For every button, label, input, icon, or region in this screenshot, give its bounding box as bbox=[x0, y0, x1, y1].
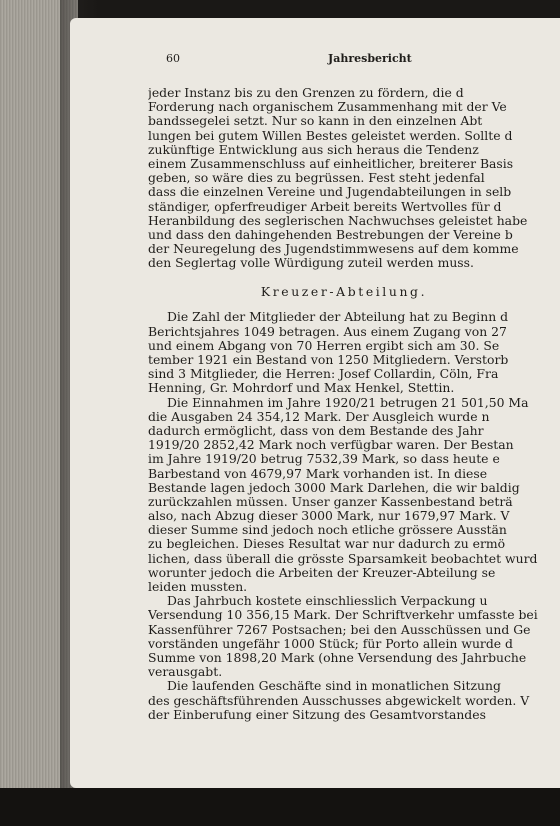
text-line: also, nach Abzug dieser 3000 Mark, nur 1679,97 Mark. V bbox=[148, 508, 510, 524]
text-line: einem Zusammenschluss auf einheitlicher, breiterer Basis bbox=[148, 155, 514, 171]
text-line: dadurch ermöglicht, dass von dem Bestande des Jahr bbox=[148, 422, 484, 438]
paragraph-geschaefte bbox=[148, 679, 560, 722]
text-line: im Jahre 1919/20 betrug 7532,39 Mark, so dass heute e bbox=[148, 451, 500, 467]
text-line: der Neuregelung des Jugendstimmwesens auf dem komme bbox=[148, 241, 519, 257]
text-line: Summe von 1898,20 Mark (ohne Versendung des Jahrbuche bbox=[148, 649, 527, 665]
text-line: und einem Abgang von 70 Herren ergibt sich am 30. Se bbox=[148, 337, 500, 353]
text-line: Das Jahrbuch kostete einschliesslich Verpackung u bbox=[167, 593, 488, 609]
text-line: Die laufenden Geschäfte sind in monatlichen Sitzung bbox=[167, 678, 501, 694]
text-line: Barbestand von 4679,97 Mark vorhanden ist. In diese bbox=[148, 465, 488, 481]
page-number: 60 bbox=[166, 52, 180, 65]
page-body bbox=[148, 86, 560, 722]
text-line: Heranbildung des seglerischen Nachwuchses geleistet habe bbox=[148, 212, 528, 228]
running-title: Jahresbericht bbox=[328, 52, 412, 65]
text-line: 1919/20 2852,42 Mark noch verfügbar waren. Der Bestan bbox=[148, 437, 514, 453]
text-line: vorständen ungefähr 1000 Stück; für Porto allein wurde d bbox=[148, 635, 513, 651]
text-line: Versendung 10 356,15 Mark. Der Schriftverkehr umfasste bei bbox=[148, 607, 538, 623]
text-line: und dass den dahingehenden Bestrebungen der Vereine b bbox=[148, 226, 513, 242]
text-line: bandssegelei setzt. Nur so kann in den einzelnen Abt bbox=[148, 113, 483, 129]
text-line: des geschäftsführenden Ausschusses abgewickelt worden. V bbox=[148, 692, 530, 708]
background-shadow bbox=[0, 788, 560, 826]
text-line: worunter jedoch die Arbeiten der Kreuzer-Abteilung se bbox=[148, 564, 496, 580]
text-line: zu begleichen. Dieses Resultat war nur dadurch zu ermö bbox=[148, 536, 506, 552]
text-line: zurückzahlen müssen. Unser ganzer Kassenbestand beträ bbox=[148, 493, 513, 509]
section-title: Kreuzer-Abteilung. bbox=[260, 284, 428, 300]
text-line: leiden mussten. bbox=[148, 579, 248, 594]
text-line: jeder Instanz bis zu den Grenzen zu fördern, die d bbox=[148, 86, 464, 100]
text-line: die Ausgaben 24 354,12 Mark. Der Ausgleich wurde n bbox=[148, 408, 490, 424]
text-line: dass die einzelnen Vereine und Jugendabteilungen in selb bbox=[148, 184, 512, 200]
text-line: ständiger, opferfreudiger Arbeit bereits Wertvolles für d bbox=[148, 198, 502, 214]
paragraph-jugend bbox=[148, 86, 560, 270]
text-line: geben, so wäre dies zu begrüssen. Fest steht jedenfal bbox=[148, 170, 485, 186]
text-line: sind 3 Mitglieder, die Herren: Josef Collardin, Cöln, Fra bbox=[148, 366, 499, 382]
paragraph-jahrbuch bbox=[148, 594, 560, 679]
text-line: Berichtsjahres 1049 betragen. Aus einem Zugang von 27 bbox=[148, 323, 507, 339]
text-line: Die Zahl der Mitglieder der Abteilung hat zu Beginn d bbox=[167, 309, 509, 325]
text-line: zukünftige Entwicklung aus sich heraus die Tendenz bbox=[148, 141, 479, 157]
text-line: Kassenführer 7267 Postsachen; bei den Ausschüssen und Ge bbox=[148, 621, 531, 637]
text-line: Henning, Gr. Mohrdorf und Max Henkel, Stettin. bbox=[148, 380, 455, 396]
text-line: lichen, dass überall die grösste Sparsamkeit beobachtet wurd bbox=[148, 550, 538, 566]
text-line: Die Einnahmen im Jahre 1920/21 betrugen 21 501,50 Ma bbox=[167, 394, 529, 410]
text-line: verausgabt. bbox=[148, 664, 223, 680]
text-line: Forderung nach organischem Zusammenhang mit der Ve bbox=[148, 99, 507, 115]
text-line: dieser Summe sind jedoch noch etliche grössere Ausstän bbox=[148, 522, 507, 538]
text-line: der Einberufung einer Sitzung des Gesamtvorstandes bbox=[148, 706, 486, 722]
text-line: lungen bei gutem Willen Bestes geleistet werden. Sollte d bbox=[148, 127, 513, 143]
text-line: tember 1921 ein Bestand von 1250 Mitgliedern. Verstorb bbox=[148, 352, 509, 367]
text-line: Bestande lagen jedoch 3000 Mark Darlehen, die wir baldig bbox=[148, 479, 520, 495]
text-line: den Seglertag volle Würdigung zuteil werden muss. bbox=[148, 255, 474, 271]
paragraph-mitglieder bbox=[148, 310, 560, 395]
paragraph-einnahmen bbox=[148, 396, 560, 595]
